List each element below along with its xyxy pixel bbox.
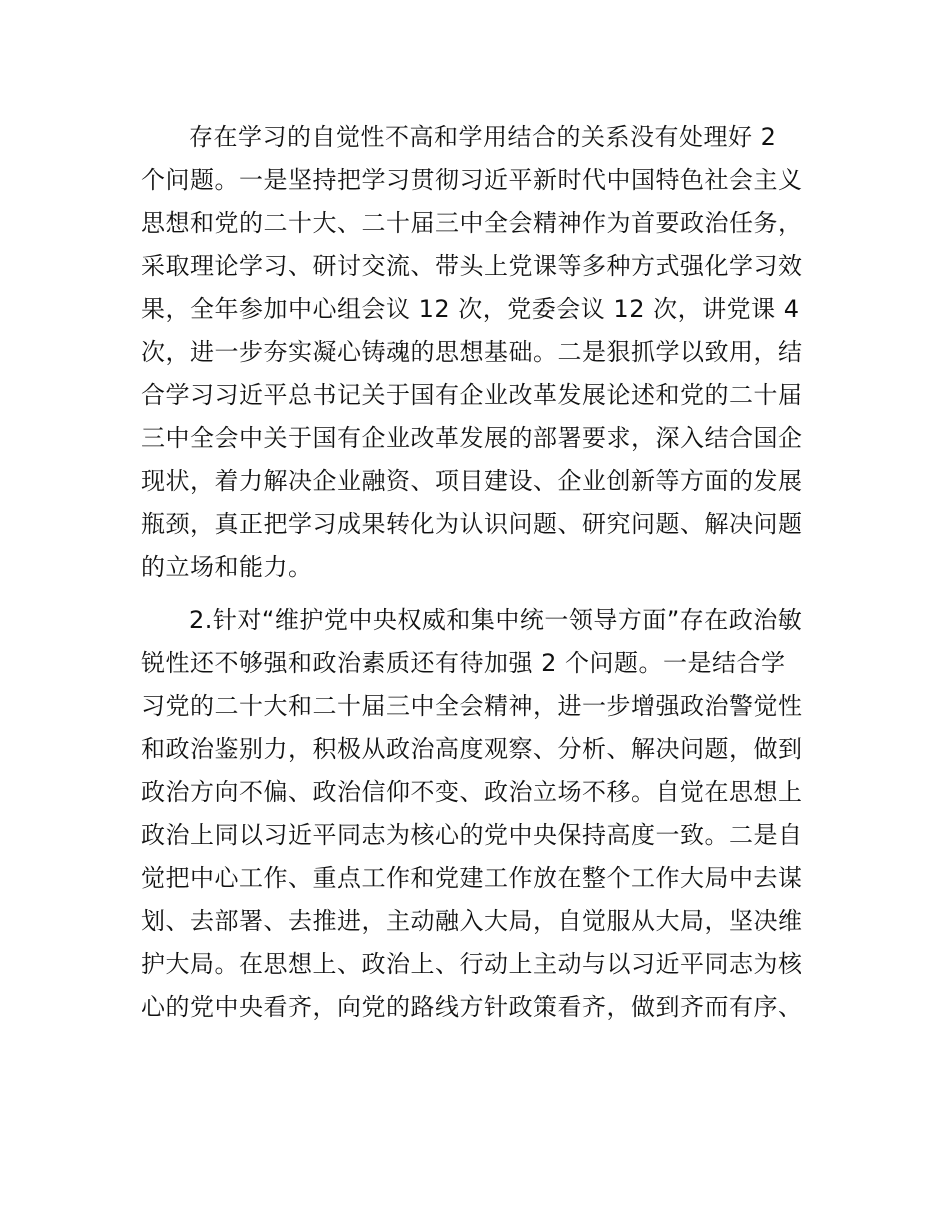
paragraph-1-line-2: 个问题。一是坚持把学习贯彻习近平新时代中国特色社会主义 xyxy=(141,166,803,194)
paragraph-2-line-8: 划、去部署、去推进，主动融入大局，自觉服从大局，坚决维 xyxy=(141,907,803,935)
paragraph-2-line-7: 觉把中心工作、重点工作和党建工作放在整个工作大局中去谋 xyxy=(141,864,803,892)
paragraph-2-line-1: 2.针对“维护党中央权威和集中统一领导方面”存在政治敏 xyxy=(189,606,803,634)
paragraph-1-line-3: 思想和党的二十大、二十届三中全会精神作为首要政治任务， xyxy=(141,209,803,237)
paragraph-1-line-4: 采取理论学习、研讨交流、带头上党课等多种方式强化学习效 xyxy=(141,252,803,280)
paragraph-2-line-4: 和政治鉴别力，积极从政治高度观察、分析、解决问题，做到 xyxy=(141,735,803,763)
paragraph-2-line-3: 习党的二十大和二十届三中全会精神，进一步增强政治警觉性 xyxy=(141,692,803,720)
paragraph-1-line-8: 三中全会中关于国有企业改革发展的部署要求，深入结合国企 xyxy=(141,424,803,452)
document-body xyxy=(141,116,813,1029)
paragraph-2-line-10: 心的党中央看齐，向党的路线方针政策看齐，做到齐而有序、 xyxy=(141,993,803,1021)
paragraph-spacer xyxy=(141,589,813,599)
paragraph-2-line-9: 护大局。在思想上、政治上、行动上主动与以习近平同志为核 xyxy=(141,950,803,978)
paragraph-2-line-6: 政治上同以习近平同志为核心的党中央保持高度一致。二是自 xyxy=(141,821,803,849)
paragraph-1-line-1: 存在学习的自觉性不高和学用结合的关系没有处理好 2 xyxy=(189,123,777,151)
paragraph-1-line-6: 次，进一步夯实凝心铸魂的思想基础。二是狠抓学以致用，结 xyxy=(141,338,803,366)
paragraph-1-line-5: 果，全年参加中心组会议 12 次，党委会议 12 次，讲党课 4 xyxy=(141,295,800,323)
paragraph-1-line-7: 合学习习近平总书记关于国有企业改革发展论述和党的二十届 xyxy=(141,381,803,409)
paragraph-1-line-9: 现状，着力解决企业融资、项目建设、企业创新等方面的发展 xyxy=(141,467,803,495)
paragraph-1-line-10: 瓶颈，真正把学习成果转化为认识问题、研究问题、解决问题 xyxy=(141,510,803,538)
paragraph-1-line-11: 的立场和能力。 xyxy=(141,553,313,581)
paragraph-2-line-5: 政治方向不偏、政治信仰不变、政治立场不移。自觉在思想上 xyxy=(141,778,803,806)
paragraph-2-line-2: 锐性还不够强和政治素质还有待加强 2 个问题。一是结合学 xyxy=(141,649,786,677)
